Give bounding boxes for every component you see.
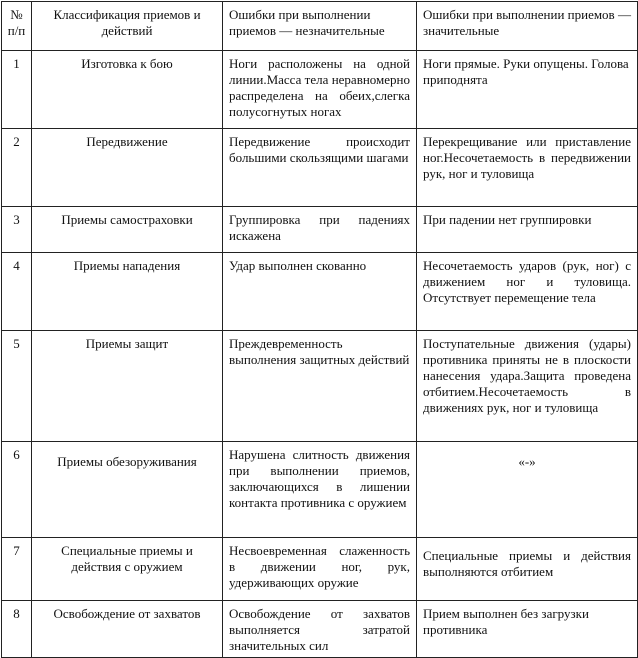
header-major-errors: Ошибки при выполнении приемов — значительные (417, 2, 638, 51)
table-row (2, 51, 638, 129)
errors-table (1, 1, 638, 658)
table-row (2, 331, 638, 442)
technique-name: Освобождение от захватов (32, 601, 223, 658)
row-number: 3 (2, 207, 32, 253)
major-error (417, 442, 638, 538)
table-row (2, 253, 638, 331)
minor-error: Преждевременность выполнения защитных действий (223, 331, 417, 442)
major-error: Поступательные движения (удары) противника приняты не в плоскости нанесения удара.Защита проведена отбитием.Несочетаемость в движениях рук, ног и туловища (417, 331, 638, 442)
minor-error: Несвоевременная слаженность в движении ног, рук, удерживающих оружие (223, 538, 417, 601)
row-number: 1 (2, 51, 32, 129)
table-row (2, 207, 638, 253)
minor-error: Группировка при падениях искажена (223, 207, 417, 253)
technique-name: Изготовка к бою (32, 51, 223, 129)
technique-name (32, 442, 223, 538)
minor-error: Нарушена слитность движения при выполнении приемов, заключающихся в лишении контакта противника с оружием (223, 442, 417, 538)
row-number: 4 (2, 253, 32, 331)
header-row (2, 2, 638, 51)
header-classification: Классификация приемов и действий (32, 2, 223, 51)
minor-error: Передвижение происходит большими скользящими шагами (223, 129, 417, 207)
major-error: Ноги прямые. Руки опущены. Голова приподнята (417, 51, 638, 129)
major-error: Специальные приемы и действия выполняются отбитием (417, 538, 638, 601)
row-number: 6 (2, 442, 32, 538)
row-number: 5 (2, 331, 32, 442)
table-row (2, 442, 638, 538)
minor-error: Ноги расположены на одной линии.Масса тела неравномерно распределена на обеих,слегка полусогнутых ногах (223, 51, 417, 129)
major-error: Перекрещивание или приставление ног.Несочетаемость в передвижении рук, ног и туловища (417, 129, 638, 207)
table-row (2, 129, 638, 207)
table-row (2, 601, 638, 658)
row-number: 7 (2, 538, 32, 601)
minor-error: Удар выполнен скованно (223, 253, 417, 331)
header-num: № п/п (2, 2, 32, 51)
table-row (2, 538, 638, 601)
technique-name: Приемы самостраховки (32, 207, 223, 253)
row-number: 8 (2, 601, 32, 658)
major-error: При падении нет группировки (417, 207, 638, 253)
technique-name: Специальные приемы и действия с оружием (32, 538, 223, 601)
technique-name-text: Приемы обезоруживания (57, 454, 197, 469)
technique-name: Приемы нападения (32, 253, 223, 331)
minor-error: Освобождение от захватов выполняется затратой значительных сил (223, 601, 417, 658)
technique-name: Передвижение (32, 129, 223, 207)
row-number: 2 (2, 129, 32, 207)
major-error: Несочетаемость ударов (рук, ног) с движением ног и туловища. Отсутствует перемещение тела (417, 253, 638, 331)
header-minor-errors: Ошибки при выполнении приемов — незначительные (223, 2, 417, 51)
major-error-text: «-» (518, 454, 536, 469)
major-error: Прием выполнен без загрузки противника (417, 601, 638, 658)
technique-name: Приемы защит (32, 331, 223, 442)
